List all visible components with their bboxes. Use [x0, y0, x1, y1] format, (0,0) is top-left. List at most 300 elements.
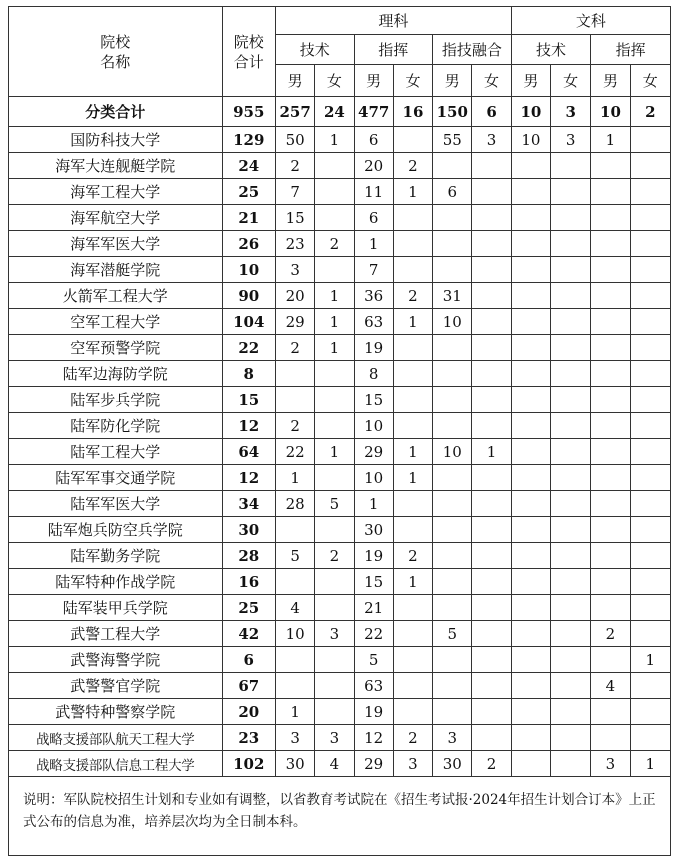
quota-cell: 6	[433, 179, 472, 205]
quota-cell: 1	[472, 439, 511, 465]
table-row	[9, 647, 671, 673]
school-name-cell: 武警工程大学	[9, 621, 223, 647]
table-row	[9, 621, 671, 647]
quota-cell	[511, 257, 550, 283]
school-name-cell: 空军预警学院	[9, 335, 223, 361]
quota-cell: 1	[393, 465, 432, 491]
quota-cell: 6	[354, 127, 393, 153]
table-row	[9, 153, 671, 179]
quota-cell: 3	[315, 725, 354, 751]
quota-cell	[630, 465, 670, 491]
quota-cell: 3	[315, 621, 354, 647]
quota-cell: 19	[354, 335, 393, 361]
quota-cell	[591, 413, 630, 439]
quota-cell: 36	[354, 283, 393, 309]
quota-cell	[551, 283, 591, 309]
quota-cell	[591, 231, 630, 257]
quota-cell	[551, 309, 591, 335]
quota-cell: 4	[315, 751, 354, 777]
gender-male-header: 男	[433, 65, 472, 97]
school-total-cell: 129	[222, 127, 275, 153]
quota-cell: 20	[354, 153, 393, 179]
table-row	[9, 127, 671, 153]
school-total-cell: 102	[222, 751, 275, 777]
school-total-header	[222, 7, 275, 97]
quota-cell	[393, 673, 432, 699]
quota-cell	[630, 179, 670, 205]
quota-cell	[551, 699, 591, 725]
quota-cell	[551, 361, 591, 387]
gender-male-header: 男	[354, 65, 393, 97]
quota-cell	[433, 257, 472, 283]
quota-cell	[511, 309, 550, 335]
quota-cell: 2	[315, 543, 354, 569]
gender-female-header: 女	[551, 65, 591, 97]
quota-cell: 19	[354, 699, 393, 725]
quota-cell: 1	[315, 127, 354, 153]
quota-cell	[433, 335, 472, 361]
summary-value: 477	[354, 97, 393, 127]
table-row	[9, 283, 671, 309]
quota-cell	[315, 569, 354, 595]
quota-cell: 3	[393, 751, 432, 777]
quota-cell	[630, 153, 670, 179]
quota-cell: 8	[354, 361, 393, 387]
quota-cell	[315, 517, 354, 543]
school-total-cell: 12	[222, 465, 275, 491]
quota-cell	[511, 439, 550, 465]
quota-cell	[275, 569, 314, 595]
school-name-cell: 武警警官学院	[9, 673, 223, 699]
school-name-cell: 武警特种警察学院	[9, 699, 223, 725]
school-total-cell: 16	[222, 569, 275, 595]
school-total-header-line1: 院校	[233, 32, 264, 51]
quota-cell	[511, 153, 550, 179]
school-total-cell: 90	[222, 283, 275, 309]
school-total-header-line2: 合计	[233, 52, 264, 71]
quota-cell	[275, 517, 314, 543]
quota-cell	[591, 699, 630, 725]
quota-cell	[630, 309, 670, 335]
school-name-cell: 陆军工程大学	[9, 439, 223, 465]
quota-cell: 1	[591, 127, 630, 153]
quota-cell	[630, 257, 670, 283]
quota-cell	[591, 465, 630, 491]
quota-cell	[472, 491, 511, 517]
school-name-cell: 火箭军工程大学	[9, 283, 223, 309]
quota-cell	[393, 127, 432, 153]
quota-cell	[472, 413, 511, 439]
gender-male-header: 男	[275, 65, 314, 97]
quota-cell	[472, 517, 511, 543]
quota-cell: 7	[354, 257, 393, 283]
quota-cell	[630, 673, 670, 699]
quota-cell	[433, 205, 472, 231]
quota-cell	[393, 413, 432, 439]
note-table	[8, 777, 671, 856]
quota-cell: 1	[275, 699, 314, 725]
quota-cell	[433, 413, 472, 439]
quota-cell	[472, 153, 511, 179]
quota-cell	[433, 543, 472, 569]
quota-cell	[630, 439, 670, 465]
school-total-cell: 15	[222, 387, 275, 413]
quota-cell	[393, 621, 432, 647]
quota-cell	[511, 517, 550, 543]
school-name-cell: 空军工程大学	[9, 309, 223, 335]
quota-cell	[591, 361, 630, 387]
science-command-header: 指挥	[354, 35, 433, 65]
quota-cell	[393, 595, 432, 621]
quota-cell	[591, 569, 630, 595]
gender-female-header: 女	[630, 65, 670, 97]
quota-cell	[275, 673, 314, 699]
quota-cell	[551, 179, 591, 205]
quota-cell: 30	[275, 751, 314, 777]
quota-cell	[433, 517, 472, 543]
quota-cell: 1	[393, 569, 432, 595]
school-name-cell: 陆军边海防学院	[9, 361, 223, 387]
table-row	[9, 569, 671, 595]
quota-cell	[630, 231, 670, 257]
quota-cell	[551, 595, 591, 621]
quota-cell: 1	[630, 751, 670, 777]
school-name-cell: 陆军军事交通学院	[9, 465, 223, 491]
school-total-cell: 42	[222, 621, 275, 647]
quota-cell	[472, 725, 511, 751]
gender-female-header: 女	[315, 65, 354, 97]
quota-cell	[551, 335, 591, 361]
school-name-cell: 海军潜艇学院	[9, 257, 223, 283]
school-total-cell: 26	[222, 231, 275, 257]
quota-cell: 5	[275, 543, 314, 569]
quota-cell: 23	[275, 231, 314, 257]
quota-cell: 1	[275, 465, 314, 491]
quota-cell	[630, 387, 670, 413]
quota-cell: 22	[275, 439, 314, 465]
quota-cell	[393, 205, 432, 231]
quota-cell	[315, 179, 354, 205]
quota-cell	[472, 257, 511, 283]
table-row	[9, 699, 671, 725]
quota-cell	[433, 387, 472, 413]
table-row	[9, 673, 671, 699]
science-tech-header: 技术	[275, 35, 354, 65]
quota-cell	[511, 179, 550, 205]
quota-cell: 10	[354, 465, 393, 491]
school-total-cell: 12	[222, 413, 275, 439]
school-total-cell: 28	[222, 543, 275, 569]
quota-cell: 1	[354, 231, 393, 257]
quota-cell: 7	[275, 179, 314, 205]
quota-cell	[551, 205, 591, 231]
table-row	[9, 439, 671, 465]
arts-tech-header: 技术	[511, 35, 591, 65]
quota-cell	[472, 465, 511, 491]
quota-cell: 2	[275, 153, 314, 179]
summary-value: 10	[511, 97, 550, 127]
quota-cell: 5	[315, 491, 354, 517]
quota-cell	[630, 491, 670, 517]
quota-cell	[315, 413, 354, 439]
school-name-header	[9, 7, 223, 97]
quota-cell	[511, 205, 550, 231]
quota-cell	[551, 621, 591, 647]
quota-cell	[393, 387, 432, 413]
quota-cell	[511, 231, 550, 257]
quota-cell: 4	[275, 595, 314, 621]
school-name-cell: 海军军医大学	[9, 231, 223, 257]
quota-cell	[433, 699, 472, 725]
quota-cell	[511, 751, 550, 777]
quota-cell: 1	[393, 439, 432, 465]
quota-cell: 1	[393, 309, 432, 335]
quota-cell: 1	[630, 647, 670, 673]
table-row	[9, 387, 671, 413]
school-total-cell: 24	[222, 153, 275, 179]
quota-cell	[433, 673, 472, 699]
quota-cell: 15	[354, 387, 393, 413]
school-total-cell: 22	[222, 335, 275, 361]
quota-cell	[511, 413, 550, 439]
quota-cell	[511, 361, 550, 387]
table-row	[9, 465, 671, 491]
school-total-cell: 67	[222, 673, 275, 699]
quota-cell	[433, 361, 472, 387]
gender-male-header: 男	[591, 65, 630, 97]
quota-cell	[511, 387, 550, 413]
quota-cell: 2	[591, 621, 630, 647]
quota-cell: 12	[354, 725, 393, 751]
quota-cell: 10	[433, 309, 472, 335]
quota-cell: 2	[393, 543, 432, 569]
quota-cell	[511, 569, 550, 595]
footnote: 说明：军队院校招生计划和专业如有调整，以省教育考试院在《招生考试报·2024年招生计划合订本》上正式公布的信息为准，培养层次均为全日制本科。	[9, 777, 671, 856]
school-name-cell: 战略支援部队航天工程大学	[9, 725, 223, 751]
school-total-cell: 20	[222, 699, 275, 725]
table-row	[9, 413, 671, 439]
table-row	[9, 725, 671, 751]
school-name-header-line1: 院校	[100, 32, 131, 51]
quota-cell	[551, 569, 591, 595]
quota-cell: 2	[275, 413, 314, 439]
quota-cell: 50	[275, 127, 314, 153]
quota-cell	[315, 647, 354, 673]
quota-cell: 10	[275, 621, 314, 647]
quota-cell	[472, 569, 511, 595]
quota-cell: 30	[354, 517, 393, 543]
school-total-cell: 6	[222, 647, 275, 673]
quota-cell	[315, 699, 354, 725]
quota-cell: 2	[393, 153, 432, 179]
quota-cell	[591, 647, 630, 673]
quota-cell: 10	[354, 413, 393, 439]
quota-cell	[433, 647, 472, 673]
quota-cell	[591, 725, 630, 751]
quota-cell: 3	[472, 127, 511, 153]
quota-cell	[433, 569, 472, 595]
quota-cell	[591, 335, 630, 361]
quota-cell	[630, 595, 670, 621]
school-name-cell: 海军大连舰艇学院	[9, 153, 223, 179]
quota-cell	[433, 153, 472, 179]
quota-cell: 10	[511, 127, 550, 153]
quota-cell: 2	[315, 231, 354, 257]
school-total-cell: 21	[222, 205, 275, 231]
quota-cell: 1	[354, 491, 393, 517]
school-name-cell: 武警海警学院	[9, 647, 223, 673]
quota-cell: 20	[275, 283, 314, 309]
quota-cell	[275, 387, 314, 413]
quota-cell	[591, 153, 630, 179]
quota-cell: 2	[393, 283, 432, 309]
quota-cell	[393, 257, 432, 283]
quota-cell	[591, 205, 630, 231]
table-row	[9, 517, 671, 543]
table-row	[9, 491, 671, 517]
quota-cell: 21	[354, 595, 393, 621]
summary-value: 150	[433, 97, 472, 127]
school-total-cell: 23	[222, 725, 275, 751]
quota-cell	[551, 413, 591, 439]
quota-cell	[433, 595, 472, 621]
quota-cell	[630, 413, 670, 439]
school-name-cell: 陆军特种作战学院	[9, 569, 223, 595]
arts-header: 文科	[511, 7, 670, 35]
quota-cell: 1	[315, 335, 354, 361]
quota-cell	[472, 335, 511, 361]
school-name-cell: 海军航空大学	[9, 205, 223, 231]
quota-cell: 1	[315, 439, 354, 465]
quota-cell: 5	[433, 621, 472, 647]
table-row	[9, 231, 671, 257]
school-name-cell: 陆军炮兵防空兵学院	[9, 517, 223, 543]
gender-female-header: 女	[472, 65, 511, 97]
summary-row	[9, 97, 671, 127]
table-row	[9, 751, 671, 777]
quota-cell	[275, 361, 314, 387]
quota-cell	[551, 153, 591, 179]
school-total-cell: 30	[222, 517, 275, 543]
quota-cell	[393, 517, 432, 543]
quota-cell	[511, 647, 550, 673]
school-total-cell: 25	[222, 179, 275, 205]
school-name-cell: 陆军防化学院	[9, 413, 223, 439]
quota-cell: 5	[354, 647, 393, 673]
table-row	[9, 543, 671, 569]
quota-cell	[630, 283, 670, 309]
header-row-1	[9, 7, 671, 35]
table-row	[9, 361, 671, 387]
quota-cell	[551, 647, 591, 673]
quota-cell	[393, 335, 432, 361]
quota-cell	[511, 543, 550, 569]
quota-cell	[472, 309, 511, 335]
summary-label: 分类合计	[9, 97, 223, 127]
quota-cell: 1	[315, 283, 354, 309]
quota-cell	[511, 699, 550, 725]
table-row	[9, 595, 671, 621]
table-row	[9, 335, 671, 361]
summary-value: 3	[551, 97, 591, 127]
quota-cell	[551, 673, 591, 699]
quota-cell	[511, 465, 550, 491]
quota-cell: 2	[275, 335, 314, 361]
quota-cell	[393, 491, 432, 517]
table-row	[9, 205, 671, 231]
quota-cell	[630, 517, 670, 543]
quota-cell: 29	[275, 309, 314, 335]
quota-cell	[433, 491, 472, 517]
science-tech-command-header: 指技融合	[433, 35, 512, 65]
quota-cell	[591, 439, 630, 465]
quota-cell	[472, 179, 511, 205]
school-total-cell: 104	[222, 309, 275, 335]
summary-value: 6	[472, 97, 511, 127]
quota-cell	[551, 439, 591, 465]
quota-cell: 19	[354, 543, 393, 569]
quota-cell	[591, 257, 630, 283]
quota-cell	[551, 491, 591, 517]
quota-cell	[472, 621, 511, 647]
summary-value: 2	[630, 97, 670, 127]
quota-cell	[591, 387, 630, 413]
quota-cell: 63	[354, 309, 393, 335]
gender-male-header: 男	[511, 65, 550, 97]
quota-cell: 31	[433, 283, 472, 309]
quota-cell: 6	[354, 205, 393, 231]
quota-cell	[630, 335, 670, 361]
quota-cell: 28	[275, 491, 314, 517]
school-name-cell: 国防科技大学	[9, 127, 223, 153]
quota-cell	[315, 465, 354, 491]
enrollment-plan-table	[8, 6, 671, 777]
quota-cell	[472, 283, 511, 309]
quota-cell	[551, 751, 591, 777]
quota-cell: 55	[433, 127, 472, 153]
arts-command-header: 指挥	[591, 35, 671, 65]
quota-cell	[630, 699, 670, 725]
quota-cell: 2	[472, 751, 511, 777]
quota-cell	[511, 725, 550, 751]
quota-cell	[315, 153, 354, 179]
quota-cell: 29	[354, 439, 393, 465]
quota-cell	[511, 673, 550, 699]
quota-cell: 4	[591, 673, 630, 699]
quota-cell	[472, 361, 511, 387]
school-name-cell: 陆军步兵学院	[9, 387, 223, 413]
school-name-header-line2: 名称	[100, 52, 131, 71]
quota-cell: 2	[393, 725, 432, 751]
quota-cell	[630, 621, 670, 647]
quota-cell	[511, 621, 550, 647]
summary-value: 10	[591, 97, 630, 127]
quota-cell	[315, 673, 354, 699]
quota-cell	[315, 361, 354, 387]
school-total-cell: 34	[222, 491, 275, 517]
quota-cell	[551, 257, 591, 283]
quota-cell	[511, 595, 550, 621]
quota-cell: 3	[275, 725, 314, 751]
quota-cell: 15	[275, 205, 314, 231]
quota-cell	[551, 725, 591, 751]
quota-cell	[591, 283, 630, 309]
quota-cell: 29	[354, 751, 393, 777]
quota-cell	[591, 543, 630, 569]
quota-cell	[551, 231, 591, 257]
quota-cell	[591, 491, 630, 517]
quota-cell	[393, 231, 432, 257]
